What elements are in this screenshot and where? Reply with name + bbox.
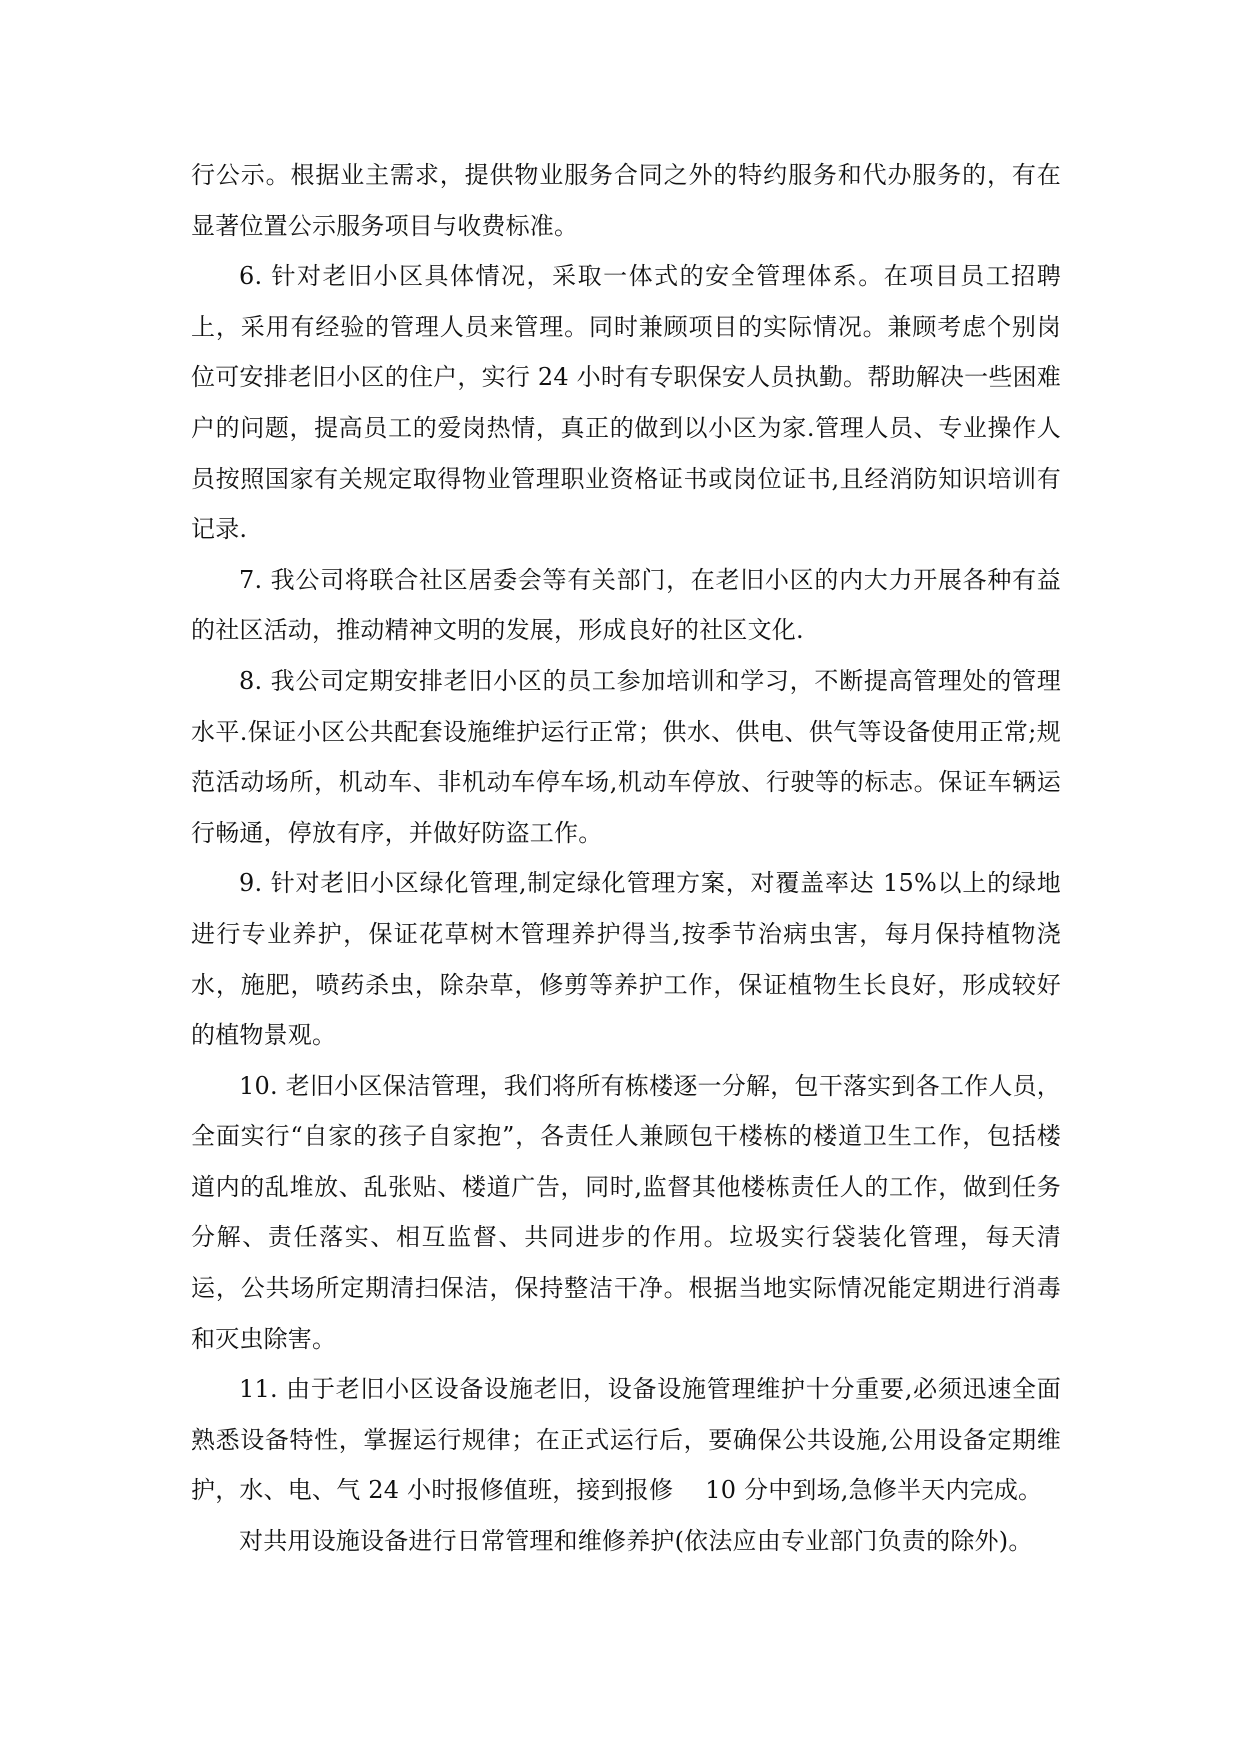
paragraph-item-7: 7. 我公司将联合社区居委会等有关部门，在老旧小区的内大力开展各种有益的社区活动，推动精神文明的发展，形成良好的社区文化. (191, 565, 1061, 645)
document-body (191, 150, 1061, 1567)
paragraph-item-8: 8. 我公司定期安排老旧小区的员工参加培训和学习，不断提高管理处的管理水平.保证小区公共配套设施维护运行正常；供水、供电、供气等设备使用正常;规范活动场所，机动车、非机动车停车场,机动车停放、行驶等的标志。保证车辆运行畅通，停放有序，并做好防盗工作。 (191, 666, 1061, 847)
paragraph-item-6: 6. 针对老旧小区具体情况，采取一体式的安全管理体系。在项目员工招聘上，采用有经验的管理人员来管理。同时兼顾项目的实际情况。兼顾考虑个别岗位可安排老旧小区的住户，实行 24 小时有专职保安人员执勤。帮助解决一些困难户的问题，提高员工的爱岗热情，真正的做到以小区为家.管理人员、专业操作人员按照国家有关规定取得物业管理职业资格证书或岗位证书,且经消防知识培训有记录. (191, 262, 1061, 544)
paragraph-item-10: 10. 老旧小区保洁管理，我们将所有栋楼逐一分解，包干落实到各工作人员，全面实行“自家的孩子自家抱”，各责任人兼顾包干楼栋的楼道卫生工作，包括楼道内的乱堆放、乱张贴、楼道广告，同时,监督其他楼栋责任人的工作，做到任务分解、责任落实、相互监督、共同进步的作用。垃圾实行袋装化管理，每天清运，公共场所定期清扫保洁，保持整洁干净。根据当地实际情况能定期进行消毒和灭虫除害。 (191, 1071, 1061, 1353)
paragraph-item-9: 9. 针对老旧小区绿化管理,制定绿化管理方案，对覆盖率达 15%以上的绿地进行专业养护，保证花草树木管理养护得当,按季节治病虫害，每月保持植物浇水，施肥，喷药杀虫，除杂草，修剪等养护工作，保证植物生长良好，形成较好的植物景观。 (191, 869, 1061, 1050)
paragraph-continuation: 行公示。根据业主需求，提供物业服务合同之外的特约服务和代办服务的，有在显著位置公示服务项目与收费标准。 (191, 161, 1061, 240)
paragraph-closing: 对共用设施设备进行日常管理和维修养护(依法应由专业部门负责的除外)。 (239, 1527, 1033, 1556)
paragraph-item-11: 11. 由于老旧小区设备设施老旧，设备设施管理维护十分重要,必须迅速全面熟悉设备特性，掌握运行规律；在正式运行后，要确保公共设施,公用设备定期维护，水、电、气 24 小时报修值班，接到报修 10 分中到场,急修半天内完成。 (191, 1375, 1061, 1505)
